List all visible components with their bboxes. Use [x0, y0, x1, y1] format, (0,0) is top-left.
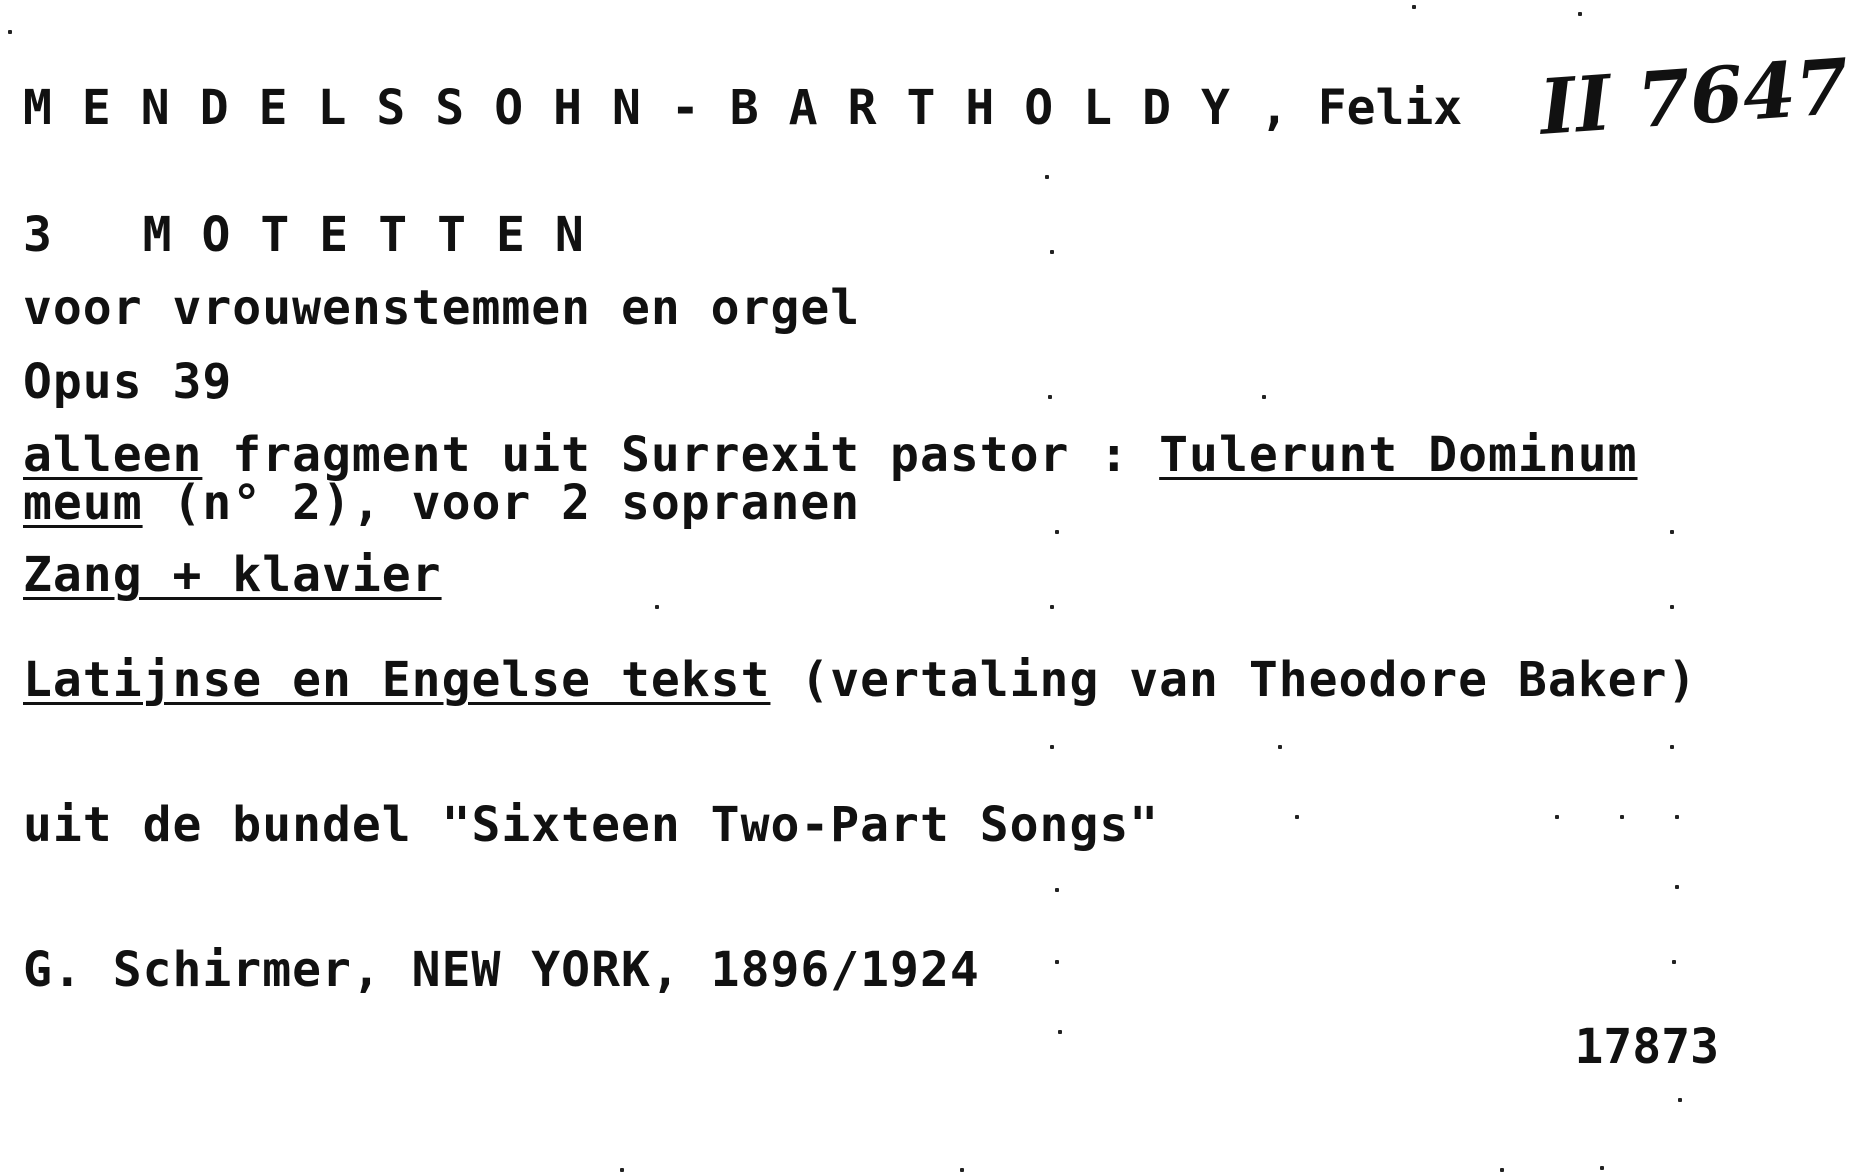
- publisher: G. Schirmer, NEW YORK, 1896/1924: [23, 942, 980, 998]
- language-note: [23, 652, 1698, 708]
- work-subtitle: voor vrouwenstemmen en orgel: [23, 280, 861, 336]
- speck: [1050, 250, 1054, 254]
- speck: [1670, 530, 1674, 534]
- composer-forename: Felix: [1317, 80, 1463, 136]
- speck: [1600, 1166, 1604, 1170]
- speck: [1050, 745, 1054, 749]
- speck: [1675, 815, 1679, 819]
- fragment-middle: fragment uit Surrexit pastor :: [202, 427, 1160, 483]
- catalog-number: 17873: [1574, 1019, 1719, 1075]
- composer-surname: MENDELSSOHN-BARTHOLDY: [23, 80, 1260, 136]
- speck: [1045, 175, 1049, 179]
- scoring: Zang + klavier: [23, 547, 442, 603]
- speck: [1058, 1030, 1062, 1034]
- translation-note: (vertaling van Theodore Baker): [770, 652, 1698, 708]
- fragment-line-2: [23, 475, 861, 531]
- fragment-part-title-1: Tulerunt Dominum: [1159, 427, 1638, 483]
- fragment-prefix: alleen: [23, 427, 203, 483]
- speck: [1050, 605, 1054, 609]
- opus-number: Opus 39: [23, 354, 233, 410]
- speck: [1500, 1168, 1504, 1172]
- fragment-suffix: (n° 2), voor 2 sopranen: [142, 475, 861, 531]
- composer-heading: [23, 80, 1463, 136]
- speck: [1672, 960, 1676, 964]
- speck: [1295, 815, 1299, 819]
- speck: [1675, 885, 1679, 889]
- work-title: [23, 207, 614, 263]
- speck: [8, 30, 12, 34]
- speck: [1670, 745, 1674, 749]
- speck: [1262, 395, 1266, 399]
- speck: [1670, 605, 1674, 609]
- fragment-line-1: [23, 427, 1638, 483]
- speck: [1055, 888, 1059, 892]
- title-number: 3: [23, 207, 53, 263]
- speck: [1055, 960, 1059, 964]
- handwritten-shelfmark: II 7647: [1536, 41, 1851, 152]
- speck: [1278, 745, 1282, 749]
- collection: uit de bundel "Sixteen Two-Part Songs": [23, 797, 1160, 853]
- speck: [1678, 1098, 1682, 1102]
- fragment-part-title-2: meum: [23, 475, 143, 531]
- speck: [655, 605, 659, 609]
- speck: [1048, 395, 1052, 399]
- speck: [1055, 530, 1059, 534]
- speck: [620, 1168, 624, 1172]
- title-name: MOTETTEN: [142, 207, 614, 263]
- speck: [1578, 12, 1582, 16]
- speck: [960, 1168, 964, 1172]
- language-underlined: Latijnse en Engelse tekst: [23, 652, 771, 708]
- composer-separator: ,: [1259, 80, 1289, 136]
- speck: [1555, 815, 1559, 819]
- speck: [1620, 815, 1624, 819]
- speck: [1412, 5, 1416, 9]
